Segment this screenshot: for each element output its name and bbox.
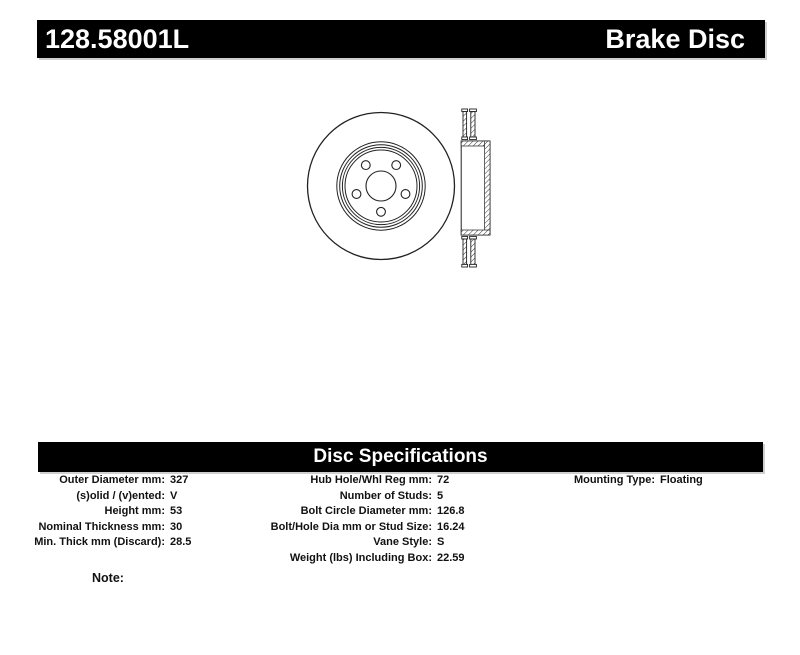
spec-value: 22.59	[437, 551, 465, 564]
spec-label: Number of Studs:	[339, 489, 432, 502]
spec-value: 16.24	[437, 520, 465, 533]
part-number: 128.58001L	[45, 23, 190, 54]
spec-value: 72	[437, 474, 450, 486]
spec-column-middle	[262, 473, 465, 566]
spec-row-mounting-type	[515, 473, 703, 489]
center-hub-hole	[366, 171, 396, 201]
brake-disc-front-view	[308, 113, 455, 260]
spec-label: Bolt/Hole Dia mm or Stud Size:	[270, 520, 432, 533]
note-label: Note:	[92, 571, 124, 585]
brake-disc-side-view	[461, 109, 490, 267]
spec-label: Hub Hole/Whl Reg mm:	[310, 474, 432, 486]
spec-value: 126.8	[437, 505, 465, 517]
side-view-top-rim	[462, 109, 477, 140]
spec-label: Outer Diameter mm:	[59, 474, 165, 486]
side-view-bottom-rim	[462, 236, 477, 267]
spec-value: V	[170, 489, 178, 502]
spec-row-solid-vented	[25, 489, 191, 505]
spec-row-nominal-thickness	[25, 520, 191, 536]
stud-holes	[352, 161, 410, 217]
spec-column-left	[25, 473, 191, 551]
spec-row-weight	[262, 551, 465, 567]
spec-row-hub-hole	[262, 473, 465, 489]
spec-section-title-bar	[38, 442, 763, 472]
spec-value: 28.5	[170, 536, 192, 548]
spec-row-outer-diameter	[25, 473, 191, 489]
spec-column-right	[515, 473, 703, 489]
spec-row-bolt-hole-dia	[262, 520, 465, 536]
spec-label: Min. Thick mm (Discard):	[34, 536, 165, 548]
side-view-hat-section	[461, 141, 490, 235]
spec-label: (s)olid / (v)ented:	[76, 489, 165, 502]
spec-section-title: Disc Specifications	[313, 446, 488, 467]
spec-row-height	[25, 504, 191, 520]
spec-row-bolt-circle-diameter	[262, 504, 465, 520]
spec-row-min-thickness	[25, 535, 191, 551]
spec-value: Floating	[660, 474, 703, 486]
spec-label: Nominal Thickness mm:	[38, 520, 165, 533]
spec-value: 30	[170, 520, 183, 533]
spec-label: Bolt Circle Diameter mm:	[300, 505, 432, 517]
spec-value: S	[437, 536, 445, 548]
product-type-title: Brake Disc	[605, 23, 745, 54]
spec-value: 53	[170, 505, 183, 517]
spec-value: 5	[437, 489, 444, 502]
spec-row-vane-style	[262, 535, 465, 551]
spec-label: Weight (lbs) Including Box:	[289, 551, 432, 564]
spec-value: 327	[170, 474, 189, 486]
spec-label: Height mm:	[104, 505, 165, 517]
spec-label: Vane Style:	[373, 536, 432, 548]
spec-label: Mounting Type:	[573, 474, 655, 486]
spec-row-number-of-studs	[262, 489, 465, 505]
